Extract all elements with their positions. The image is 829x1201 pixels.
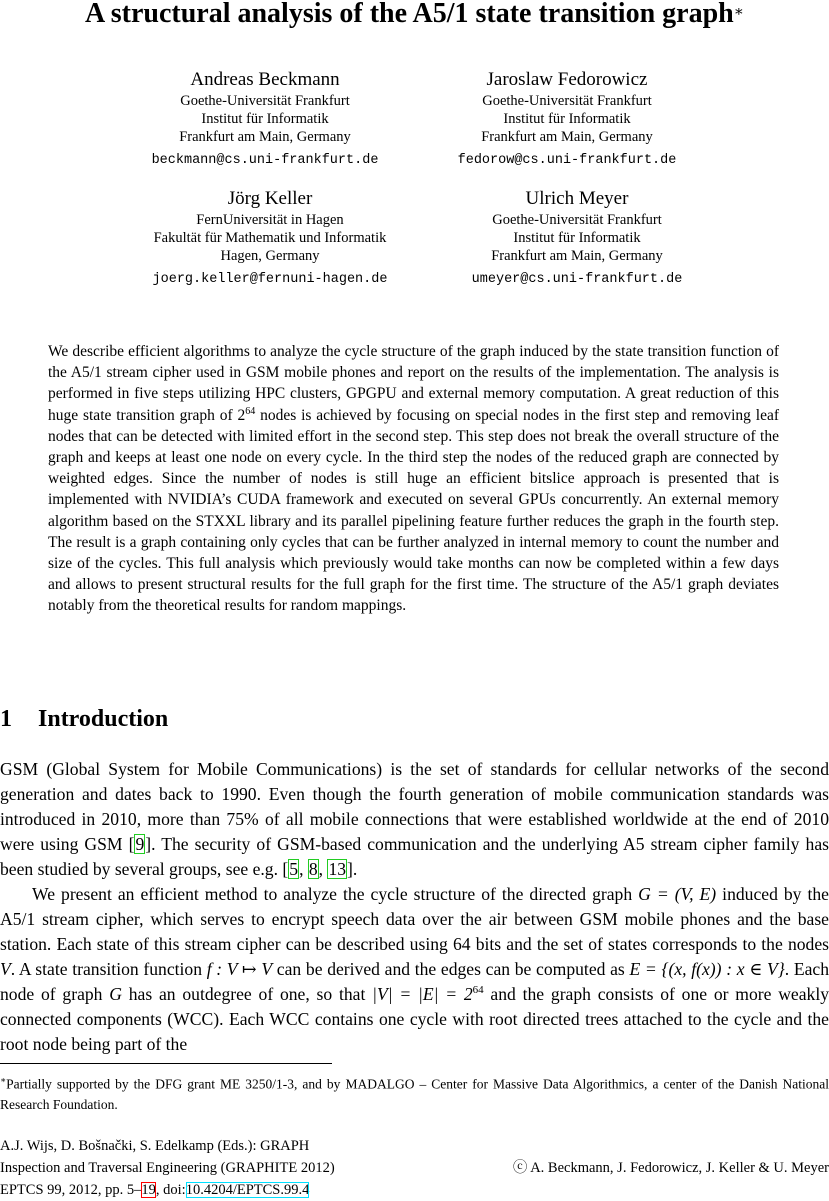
citation-link[interactable]: 8 — [308, 859, 318, 879]
author-affiliation: Frankfurt am Main, Germany — [481, 129, 653, 145]
author-name: Jörg Keller — [227, 188, 313, 209]
footnote-mark: ∗ — [0, 1075, 7, 1085]
math-expression: f : V ↦ V — [206, 959, 273, 979]
author-block-beckmann — [100, 68, 430, 170]
title-footnote-mark: ∗ — [733, 4, 744, 20]
author-affiliation: Fakultät für Mathematik und Informatik — [153, 230, 387, 246]
abstract: We describe efficient algorithms to analyze the cycle structure of the graph induced by the state transition function of the A5/1 stream cipher used in GSM mobile phones and report on the results of the implementation. The analysis is performed in five steps utilizing HPC clusters, GPGPU and external memory computation. A great reduction of this huge state transition graph of $2^{64}$ nodes is achieved by focusing on special nodes in the first step and removing leaf nodes that can be detected with limited effort in the second step. This step does not break the overall structure of the graph and keeps at least one node on every cycle. In the third step the nodes of the reduced graph are connected by weighted edges. Since the number of nodes is still huge an efficient bitslice approach is presented that is implemented with NVIDIA’s CUDA framework and executed on several GPUs concurrently. An external memory algorithm based on the STXXL library and its parallel pipelining feature further reduces the graph in the fourth step. The result is a graph containing only cycles that can be further analyzed in internal memory to count the number and size of the cycles. This full analysis which previously would take months can now be completed within a few days and allows to present structural results for the full graph for the first time. The structure of the A5/1 graph deviates notably from the theoretical results for random mappings. — [48, 343, 779, 615]
author-name: Jaroslaw Fedorowicz — [486, 69, 648, 90]
doi-link[interactable]: 10.4204/EPTCS.99.4 — [185, 1182, 310, 1198]
footnote-rule — [0, 1063, 332, 1064]
author-email[interactable]: beckmann@cs.uni-frankfurt.de — [151, 153, 379, 168]
author-block-fedorowicz — [402, 68, 732, 170]
author-block-meyer — [412, 187, 742, 289]
paragraph: We present an efficient method to analyze the cycle structure of the directed graph G = (V, E) induced by the A5/1 stream cipher, which serves to encrypt speech data over the air between GSM mobile phones and the base station. Each state of this stream cipher can be described using 64 bits and the set of states corresponds to the nodes V. A state transition function f : V ↦ V can be derived and the edges can be computed as E = {(x, f(x)) : x ∈ V}. Each node of graph G has an outdegree of one, so that $|V| = |E| = 2^{64}$ and the graph consists of one or more weakly connected components (WCC). Each WCC contains one cycle with root directed trees attached to the cycle and the root node being part of the — [0, 884, 829, 1054]
author-name: Ulrich Meyer — [525, 188, 629, 209]
publication-info: A.J. Wijs, D. Bošnački, S. Edelkamp (Eds.): GRAPH Inspection and Traversal Engineering (GRAPHITE 2012) EPTCS 99, 2012, pp. 5–19, doi:10.4204/EPTCS.99.4 — [0, 1138, 335, 1198]
author-affiliation: Frankfurt am Main, Germany — [491, 248, 663, 264]
author-affiliation: Goethe-Universität Frankfurt — [180, 93, 350, 109]
copyright-notice: ⓒ A. Beckmann, J. Fedorowicz, J. Keller & U. Meyer — [512, 1160, 829, 1176]
author-affiliation: Frankfurt am Main, Germany — [179, 129, 351, 145]
page-range-link[interactable]: 19 — [141, 1182, 156, 1198]
author-block-keller — [105, 187, 435, 289]
author-affiliation: Hagen, Germany — [220, 248, 320, 264]
body-text — [0, 757, 829, 1057]
citation-link[interactable]: 9 — [135, 834, 145, 854]
citation-link[interactable]: 5 — [289, 859, 299, 879]
author-affiliation: FernUniversität in Hagen — [196, 212, 344, 228]
section-title: Introduction — [38, 706, 169, 732]
author-affiliation: Institut für Informatik — [201, 111, 329, 127]
paper-title: A structural analysis of the A5/1 state transition graph∗ — [85, 0, 744, 29]
author-affiliation: Institut für Informatik — [503, 111, 631, 127]
paragraph: GSM (Global System for Mobile Communications) is the set of standards for cellular networks of the second generation and dates back to 1990. Even though the fourth generation of mobile communication standards was introduced in 2010, more than 75% of all mobile connections that were established worldwide at the end of 2010 were using GSM [9]. The security of GSM-based communication and the underlying A5 stream cipher family has been studied by several groups, see e.g. [5, 8, 13]. — [0, 759, 829, 879]
footnote: ∗Partially supported by the DFG grant ME 3250/1-3, and by MADALGO – Center for Massive Data Algorithmics, a center of the Danish National Research Foundation. — [0, 1075, 829, 1112]
author-email[interactable]: fedorow@cs.uni-frankfurt.de — [457, 153, 677, 168]
math-expression: G = (V, E) — [638, 884, 717, 904]
author-name: Andreas Beckmann — [190, 69, 340, 90]
section-number: 1 — [0, 706, 12, 732]
author-affiliation: Goethe-Universität Frankfurt — [482, 93, 652, 109]
citation-link[interactable]: 13 — [328, 859, 347, 879]
math-expression: V — [0, 959, 11, 979]
author-email[interactable]: umeyer@cs.uni-frankfurt.de — [471, 272, 683, 287]
math-expression: E = {(x, f(x)) : x ∈ V} — [629, 959, 785, 979]
math-expression: |V| = |E| = 2 — [372, 984, 473, 1004]
author-email[interactable]: joerg.keller@fernuni-hagen.de — [152, 272, 388, 287]
section-heading-introduction — [0, 706, 168, 733]
author-affiliation: Institut für Informatik — [513, 230, 641, 246]
author-affiliation: Goethe-Universität Frankfurt — [492, 212, 662, 228]
math-expression: G — [109, 984, 122, 1004]
